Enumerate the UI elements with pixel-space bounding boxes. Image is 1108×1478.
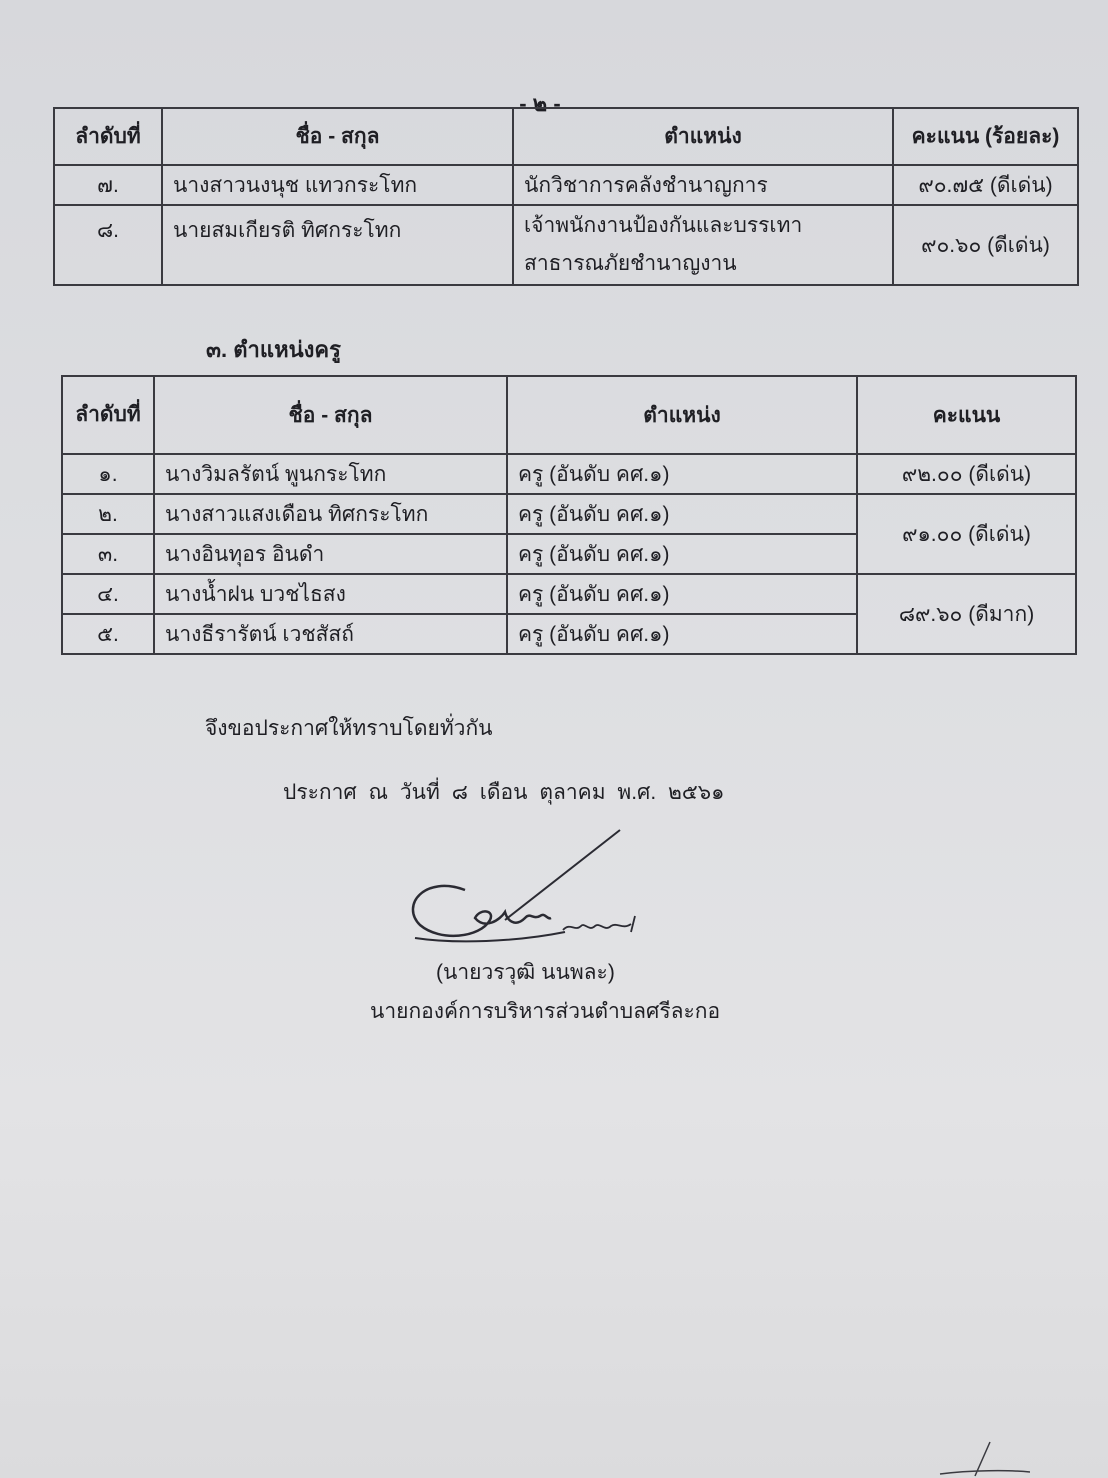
page-number: - ๒ - [519,91,561,116]
row-order: ๑. [62,454,154,494]
row-name: นางอินทุอร อินดำ [154,534,507,574]
header-score: คะแนน [857,376,1076,454]
header-position: ตำแหน่ง [507,376,857,454]
header-score: คะแนน (ร้อยละ) [893,108,1078,165]
row-order: ๕. [62,614,154,654]
row-name: นางสาวนงนุช แทวกระโทก [162,165,513,205]
row-position [513,205,893,285]
announcement-date: ประกาศ ณ วันที่ ๘ เดือน ตุลาคม พ.ศ. ๒๕๖๑ [283,781,725,804]
table-row [62,454,1076,494]
row-score: ๙๑.๐๐ (ดีเด่น) [857,494,1076,574]
signature-image [395,820,655,960]
row-position: ครู (อันดับ คศ.๑) [507,614,857,654]
closing-statement: จึงขอประกาศให้ทราบโดยทั่วกัน [205,717,493,740]
signer-title: นายกองค์การบริหารส่วนตำบลศรีละกอ [370,1000,721,1023]
header-order: ลำดับที่ [54,108,162,165]
row-order: ๘. [54,205,162,285]
table-header-row [62,376,1076,454]
row-score: ๙๐.๗๕ (ดีเด่น) [893,165,1078,205]
table-header-row [54,108,1078,165]
signer-name: (นายวรวุฒิ นนพละ) [436,961,615,984]
row-name: นางธีรารัตน์ เวชสัสถ์ [154,614,507,654]
header-position: ตำแหน่ง [513,108,893,165]
row-position: ครู (อันดับ คศ.๑) [507,494,857,534]
row-position: นักวิชาการคลังชำนาญการ [513,165,893,205]
table-row [54,165,1078,205]
row-name: นางวิมลรัตน์ พูนกระโทก [154,454,507,494]
table-row [54,205,1078,285]
table-row [62,574,1076,614]
section-heading: ๓. ตำแหน่งครู [206,337,341,362]
header-name: ชื่อ - สกุล [154,376,507,454]
table-row [62,494,1076,534]
row-position: ครู (อันดับ คศ.๑) [507,534,857,574]
evaluation-table-1 [53,107,1079,286]
row-name: นางน้ำฝน บวชไธสง [154,574,507,614]
row-position: ครู (อันดับ คศ.๑) [507,574,857,614]
pen-mark [930,1440,1030,1478]
row-order: ๓. [62,534,154,574]
row-position: ครู (อันดับ คศ.๑) [507,454,857,494]
row-position-line: สาธารณภัยชำนาญงาน [524,252,737,275]
row-order: ๒. [62,494,154,534]
row-order: ๗. [54,165,162,205]
row-score: ๙๒.๐๐ (ดีเด่น) [857,454,1076,494]
row-score: ๙๐.๖๐ (ดีเด่น) [893,205,1078,285]
row-position-line: เจ้าพนักงานป้องกันและบรรเทา [524,214,803,237]
header-name: ชื่อ - สกุล [162,108,513,165]
row-score: ๘๙.๖๐ (ดีมาก) [857,574,1076,654]
header-order: ลำดับที่ [62,376,154,454]
row-name: นายสมเกียรติ ทิศกระโทก [162,205,513,285]
teacher-evaluation-table [61,375,1077,655]
row-order: ๔. [62,574,154,614]
row-name: นางสาวแสงเดือน ทิศกระโทก [154,494,507,534]
